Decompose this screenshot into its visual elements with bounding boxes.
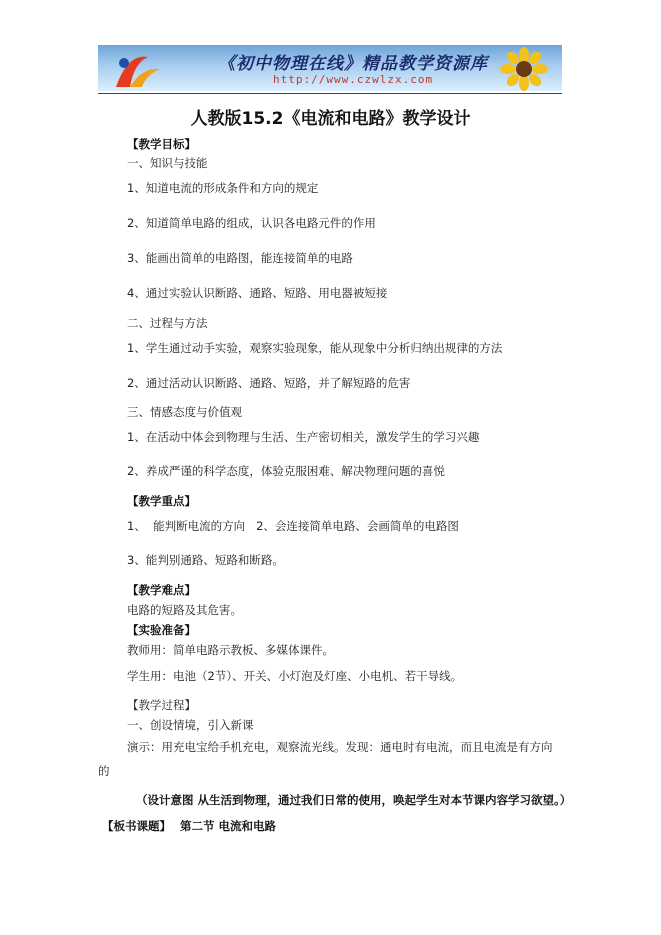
key-point-2: 3、能判别通路、短路和断路。	[127, 553, 284, 567]
goals-heading: 【教学目标】	[127, 137, 196, 151]
step1-heading: 一、创设情境，引入新课	[127, 718, 254, 732]
process-item-1: 1、学生通过动手实验，观察实验现象，能从现象中分析归纳出规律的方法	[127, 341, 503, 355]
header-banner	[98, 45, 562, 91]
difficulty-text: 电路的短路及其危害。	[127, 603, 242, 617]
page-title: 人教版15.2《电流和电路》教学设计	[190, 109, 471, 129]
process-item-2: 2、通过活动认识断路、通路、短路，并了解短路的危害	[127, 376, 411, 390]
procedure-heading: 【教学过程】	[127, 698, 196, 712]
prep-heading: 【实验准备】	[127, 623, 196, 637]
board-label: 【板书课题】	[102, 819, 171, 833]
knowledge-item-1: 1、知道电流的形成条件和方向的规定	[127, 181, 319, 195]
key-point-1: 1、 能判断电流的方向 2、会连接简单电路、会画简单的电路图	[127, 519, 459, 533]
header-divider	[98, 93, 562, 94]
difficulty-heading: 【教学难点】	[127, 583, 196, 597]
design-intent: （设计意图 从生活到物理，通过我们日常的使用，唤起学生对本节课内容学习欲望。）	[136, 793, 572, 807]
site-url: http://www.czwlzx.com	[273, 73, 434, 86]
key-points-heading: 【教学重点】	[127, 494, 196, 508]
attitude-heading: 三、情感态度与价值观	[127, 405, 242, 419]
prep-teacher: 教师用：简单电路示教板、多媒体课件。	[127, 643, 334, 657]
process-heading: 二、过程与方法	[127, 316, 208, 330]
board-title: 第二节 电流和电路	[180, 819, 277, 833]
sunflower-icon	[494, 47, 554, 91]
knowledge-heading: 一、知识与技能	[127, 156, 208, 170]
attitude-item-1: 1、在活动中体会到物理与生活、生产密切相关，激发学生的学习兴趣	[127, 430, 480, 444]
site-logo-icon	[108, 47, 168, 91]
step1-text: 演示：用充电宝给手机充电，观察流光线。发现：通电时有电流，而且电流是有方向	[127, 740, 553, 754]
step1-text-cont: 的	[98, 764, 110, 778]
knowledge-item-4: 4、通过实验认识断路、通路、短路、用电器被短接	[127, 286, 388, 300]
attitude-item-2: 2、养成严谨的科学态度，体验克服困难、解决物理问题的喜悦	[127, 464, 445, 478]
knowledge-item-3: 3、能画出简单的电路图，能连接简单的电路	[127, 251, 353, 265]
knowledge-item-2: 2、知道简单电路的组成，认识各电路元件的作用	[127, 216, 376, 230]
site-name: 《初中物理在线》精品教学资源库	[218, 54, 488, 74]
prep-student: 学生用：电池（2节）、开关、小灯泡及灯座、小电机、若干导线。	[127, 669, 463, 683]
